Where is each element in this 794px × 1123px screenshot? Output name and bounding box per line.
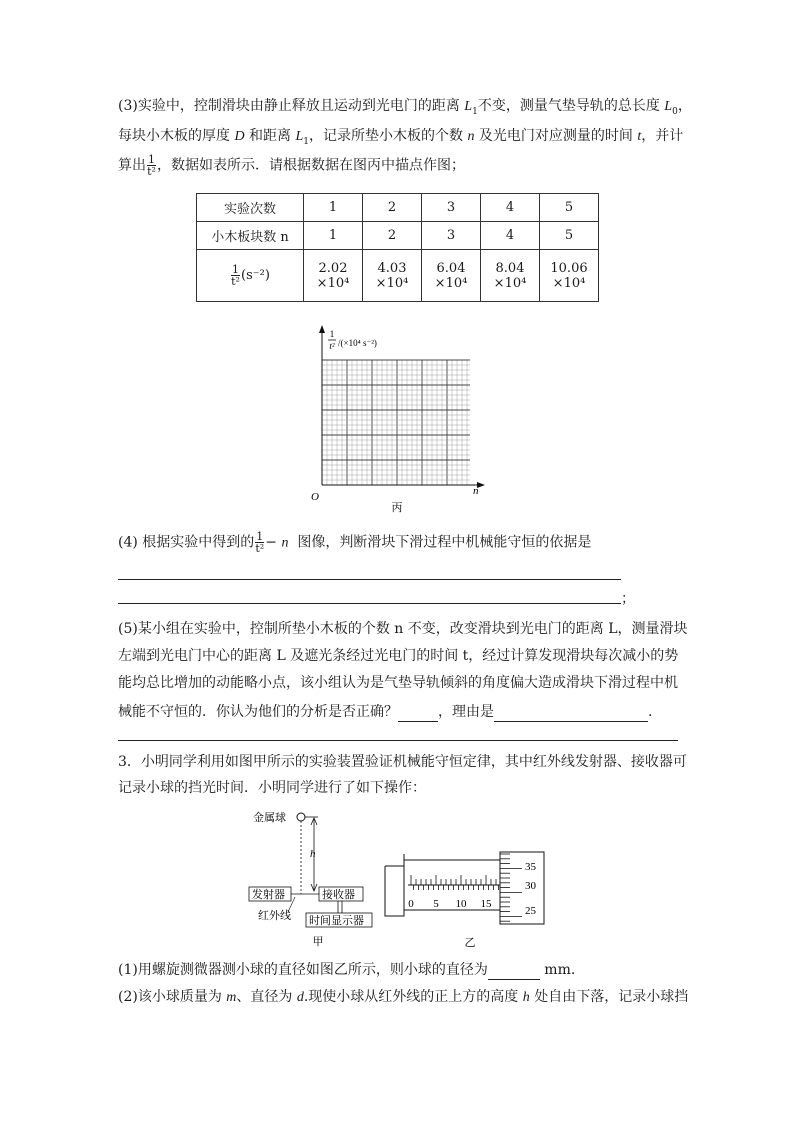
metal-ball (297, 813, 305, 821)
part5-line3: 能均总比增加的动能略小点，该小组认为是气垫导轨倾斜的角度偏大造成滑块下滑过程中机 (118, 675, 678, 691)
thimble-scale-label: 25 (525, 905, 536, 917)
y-axis-label-unit: /(×10⁴ s⁻²) (338, 338, 377, 348)
part5-line1: (5)某小组在实验中，控制所垫小木板的个数 n 不变，改变滑块到光电门的距离 L，测量滑块 (118, 621, 688, 637)
figure-jia-caption: 甲 (312, 936, 324, 948)
fraction-1-over-t2: $\frac{1}{\text{t²}}$ (147, 153, 156, 178)
table-header-inverse-t2: $\frac{1}{\text{t²}}$ (s⁻²) (197, 250, 304, 302)
figure-jia (240, 806, 390, 952)
table-header-boards: 小木板块数 n (197, 222, 304, 250)
table-cell: 2 (363, 194, 422, 222)
graph-bing (305, 322, 495, 517)
part5-line4: 械能不守恒的．你认为他们的分析是否正确？ ，理由是 . (118, 704, 653, 720)
table-cell: 4 (481, 222, 540, 250)
graph-caption: 丙 (391, 502, 403, 514)
table-header-trials: 实验次数 (197, 194, 304, 222)
table-cell: 10.06 ×10⁴ (540, 250, 599, 302)
table-row (197, 250, 599, 302)
table-cell: 2 (363, 222, 422, 250)
table-cell: 1 (304, 194, 363, 222)
ball-label: 金属球 (253, 812, 286, 824)
answer-blank-correct[interactable] (398, 707, 438, 722)
y-axis-arrow (319, 325, 325, 333)
data-table (196, 193, 599, 302)
table-cell: 2.02 ×10⁴ (304, 250, 363, 302)
table-cell: 4 (481, 194, 540, 222)
table-cell: 6.04 ×10⁴ (422, 250, 481, 302)
q3-line2: 记录小球的挡光时间．小明同学进行了如下操作： (118, 780, 426, 796)
y-axis-label-den: t² (329, 341, 335, 351)
figure-yi-caption: 乙 (464, 937, 476, 949)
q3-sub1: (1)用螺旋测微器测小球的直径如图乙所示，则小球的直径为 mm. (118, 962, 576, 978)
part4-end-mark: ； (621, 591, 635, 607)
timer-label: 时间显示器 (309, 915, 364, 927)
part3-line2: 每块小木板的厚度 D 和距离 $L_1$，记录所垫小木板的个数 n 及光电门对应测量的时间 t，并计 (118, 128, 684, 147)
emitter-label: 发射器 (252, 889, 285, 901)
table-cell: 5 (540, 194, 599, 222)
thimble-scale-label: 35 (525, 861, 536, 873)
answer-blank-reason[interactable] (494, 707, 648, 722)
table-cell: 4.03 ×10⁴ (363, 250, 422, 302)
part3-line3: 算出 $\frac{1}{\text{t²}}$ ，数据如表所示．请根据数据在图丙中描点作图； (118, 153, 465, 178)
micrometer-frame (385, 854, 404, 916)
graph-grid (322, 360, 470, 485)
table-cell: 5 (540, 222, 599, 250)
part3-line1: (3)实验中，控制滑块由静止释放且运动到光电门的距离 $L_1$不变，测量气垫导轨的总长度 $L_0$， (118, 98, 692, 117)
main-scale-label: 10 (455, 898, 467, 910)
micrometer-thimble (500, 852, 544, 924)
answer-line-5[interactable] (118, 740, 678, 741)
x-axis-label: n (473, 485, 479, 497)
table-cell: 8.04 ×10⁴ (481, 250, 540, 302)
h-label: h (310, 848, 316, 860)
main-scale-label: 15 (480, 898, 492, 910)
thimble-scale-label: 30 (525, 880, 536, 892)
infrared-label: 红外线 (258, 910, 291, 922)
figure-yi (382, 846, 557, 950)
table-cell: 1 (304, 222, 363, 250)
part5-line2: 左端到光电门中心的距离 L 及遮光条经过光电门的时间 t，经过计算发现滑块每次减小的势 (118, 648, 679, 664)
answer-line-4a[interactable] (118, 579, 621, 580)
table-row (197, 194, 599, 222)
main-scale-label: 5 (433, 898, 439, 910)
table-row (197, 222, 599, 250)
answer-line-4b[interactable] (118, 603, 621, 604)
y-axis-label-num: 1 (329, 329, 335, 339)
q3-sub2: (2)该小球质量为 m、直径为 d.现使小球从红外线的正上方的高度 h 处自由下落，记录小球挡 (118, 989, 689, 1005)
main-scale-label: 0 (408, 898, 414, 910)
table-cell: 3 (422, 194, 481, 222)
origin-label: O (311, 491, 319, 503)
receiver-label: 接收器 (322, 889, 355, 901)
table-cell: 3 (422, 222, 481, 250)
part4-line: (4) 根据实验中得到的 $\frac{1}{\text{t²}}$ − n 图像，判断滑块下滑过程中机械能守恒的依据是 (118, 530, 592, 555)
answer-blank-diameter[interactable] (488, 965, 540, 980)
q3-line1: 3．小明同学利用如图甲所示的实验装置验证机械能守恒定律，其中红外线发射器、接收器可 (118, 754, 687, 770)
